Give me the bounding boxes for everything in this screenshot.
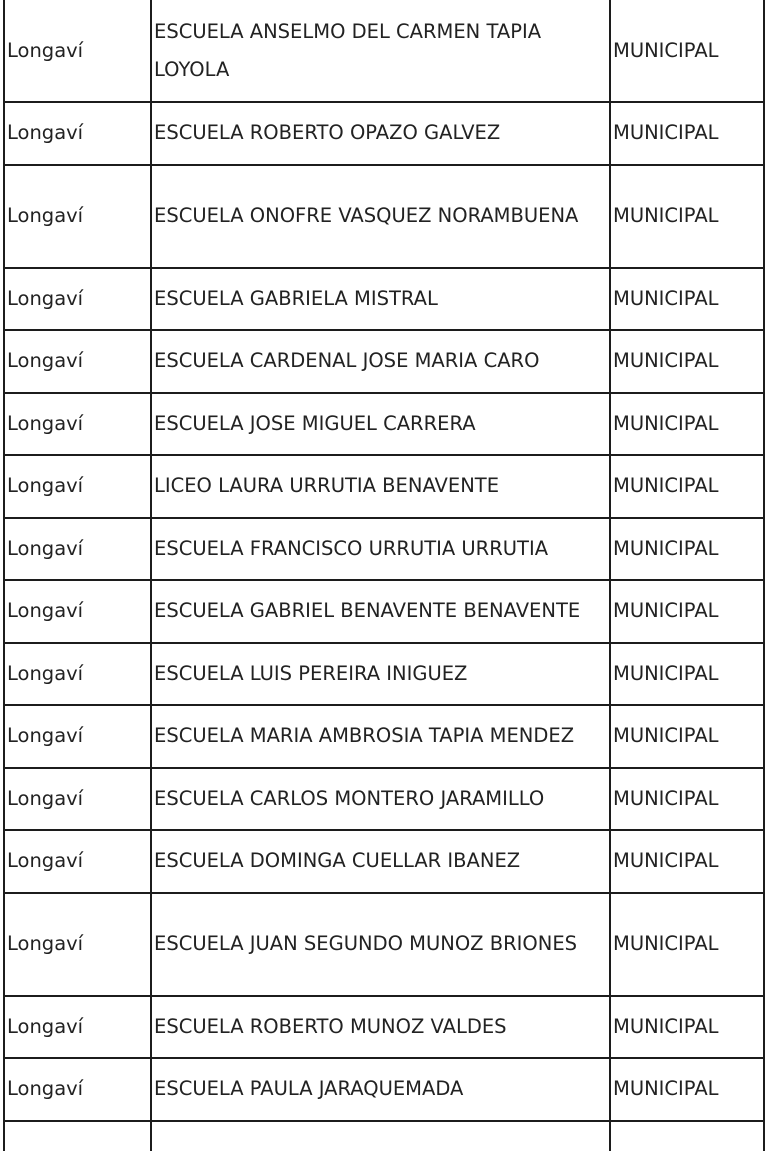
school-type-cell: MUNICIPAL: [610, 830, 764, 893]
table-row: [4, 580, 764, 643]
commune-cell: Longaví: [4, 893, 151, 996]
table-row-partial: [4, 1121, 764, 1151]
table-row: [4, 102, 764, 165]
commune-cell: Longaví: [4, 268, 151, 331]
schools-table-body: [4, 0, 764, 1151]
school-name-cell: ESCUELA ONOFRE VASQUEZ NORAMBUENA: [151, 165, 610, 268]
table-row: [4, 0, 764, 102]
school-type-cell: MUNICIPAL: [610, 393, 764, 456]
commune-cell: Longaví: [4, 705, 151, 768]
commune-cell: Longaví: [4, 768, 151, 831]
school-name-cell: ESCUELA ROBERTO MUNOZ VALDES: [151, 996, 610, 1059]
school-name-cell: ESCUELA JOSE MIGUEL CARRERA: [151, 393, 610, 456]
table-row: [4, 705, 764, 768]
school-type-cell: MUNICIPAL: [610, 518, 764, 581]
school-name-cell: LICEO LAURA URRUTIA BENAVENTE: [151, 455, 610, 518]
commune-cell: Longaví: [4, 643, 151, 706]
school-name-cell: ESCUELA GABRIELA MISTRAL: [151, 268, 610, 331]
school-name-cell: ESCUELA FRANCISCO URRUTIA URRUTIA: [151, 518, 610, 581]
schools-table: [3, 0, 765, 1151]
commune-cell: Longaví: [4, 0, 151, 102]
school-name-cell: ESCUELA MARIA AMBROSIA TAPIA MENDEZ: [151, 705, 610, 768]
table-row: [4, 518, 764, 581]
table-row: [4, 165, 764, 268]
school-type-cell: MUNICIPAL: [610, 0, 764, 102]
table-row: [4, 768, 764, 831]
table-row: [4, 643, 764, 706]
table-row: [4, 996, 764, 1059]
school-name-cell: ESCUELA GABRIEL BENAVENTE BENAVENTE: [151, 580, 610, 643]
school-name-cell: ESCUELA DOMINGA CUELLAR IBANEZ: [151, 830, 610, 893]
school-name-cell: ESCUELA JUAN SEGUNDO MUNOZ BRIONES: [151, 893, 610, 996]
commune-cell: Longaví: [4, 1058, 151, 1121]
school-type-cell: MUNICIPAL: [610, 1058, 764, 1121]
commune-cell: Longaví: [4, 165, 151, 268]
school-name-cell: ESCUELA ROBERTO OPAZO GALVEZ: [151, 102, 610, 165]
school-name-cell: ESCUELA CARDENAL JOSE MARIA CARO: [151, 330, 610, 393]
school-type-cell: MUNICIPAL: [610, 996, 764, 1059]
table-row: [4, 893, 764, 996]
commune-cell: Longaví: [4, 393, 151, 456]
school-type-cell: MUNICIPAL: [610, 705, 764, 768]
school-type-cell: MUNICIPAL: [610, 165, 764, 268]
school-name-cell: ESCUELA LUIS PEREIRA INIGUEZ: [151, 643, 610, 706]
school-type-cell: MUNICIPAL: [610, 580, 764, 643]
school-type-cell: MUNICIPAL: [610, 768, 764, 831]
table-row: [4, 1058, 764, 1121]
school-name-cell: ESCUELA PAULA JARAQUEMADA: [151, 1058, 610, 1121]
school-type-cell: MUNICIPAL: [610, 268, 764, 331]
school-type-cell: MUNICIPAL: [610, 643, 764, 706]
empty-cell: [4, 1121, 151, 1151]
commune-cell: Longaví: [4, 102, 151, 165]
school-name-cell: ESCUELA ANSELMO DEL CARMEN TAPIA LOYOLA: [151, 0, 610, 102]
commune-cell: Longaví: [4, 455, 151, 518]
empty-cell: [151, 1121, 610, 1151]
table-row: [4, 268, 764, 331]
table-row: [4, 330, 764, 393]
school-type-cell: MUNICIPAL: [610, 102, 764, 165]
school-name-cell: ESCUELA CARLOS MONTERO JARAMILLO: [151, 768, 610, 831]
commune-cell: Longaví: [4, 996, 151, 1059]
commune-cell: Longaví: [4, 830, 151, 893]
school-type-cell: MUNICIPAL: [610, 455, 764, 518]
commune-cell: Longaví: [4, 330, 151, 393]
table-row: [4, 455, 764, 518]
table-row: [4, 830, 764, 893]
school-type-cell: MUNICIPAL: [610, 330, 764, 393]
school-type-cell: MUNICIPAL: [610, 893, 764, 996]
empty-cell: [610, 1121, 764, 1151]
commune-cell: Longaví: [4, 580, 151, 643]
commune-cell: Longaví: [4, 518, 151, 581]
table-row: [4, 393, 764, 456]
